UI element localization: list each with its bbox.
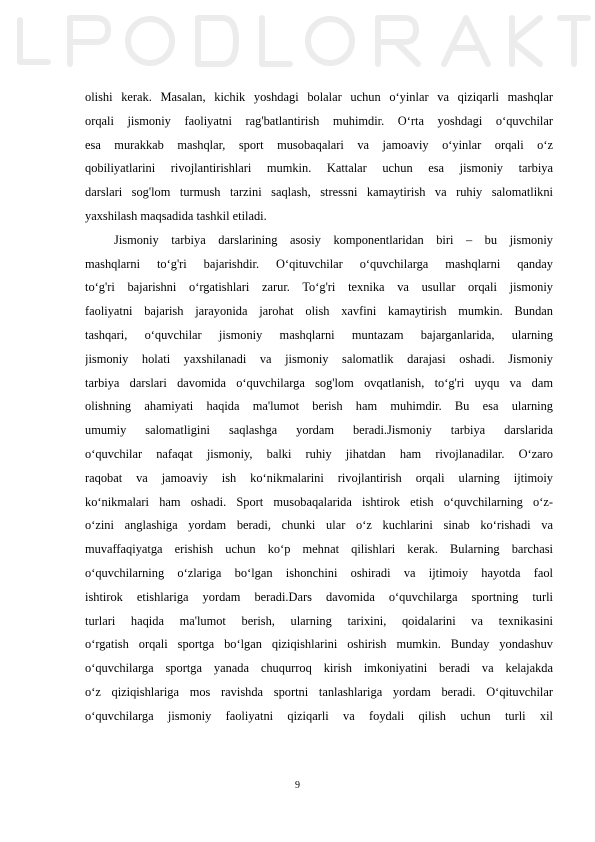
text-line: umumiy salomatligini saqlashga yordam beradi.Jismoniy tarbiya darslarida: [85, 423, 553, 438]
text-line: turlari haqida ma'lumot berish, ularning tarixini, qoidalarini va texnikasini: [85, 613, 553, 628]
text-line: raqobat va jamoaviy ish ko‘nikmalarini rivojlantirish orqali ularning ijtimoiy: [85, 470, 553, 485]
text-line: Jismoniy tarbiya darslarining asosiy komponentlaridan biri – bu jismoniy: [114, 232, 553, 247]
text-line: esa murakkab mashqlar, sport musobaqalari va jamoaviy o‘yinlar orqali o‘z: [85, 137, 553, 152]
text-line: yaxshilash maqsadida tashkil etiladi.: [85, 208, 267, 223]
text-line: o‘z qiziqishlariga mos ravishda sportni tanlashlariga yordam beradi. O‘qituvchilar: [85, 684, 553, 699]
text-line: tashqari, o‘quvchilar jismoniy mashqlarni muntazam bajarganlarida, ularning: [85, 327, 553, 342]
text-line: mashqlarni to‘g'ri bajarishdir. O‘qituvchilar o‘quvchilarga mashqlarni qanday: [85, 256, 553, 271]
text-line: ko‘nikmalari ham oshadi. Sport musobaqalarida ishtirok etish o‘quvchilarning o‘z-: [85, 494, 553, 509]
text-line: faoliyatni bajarish jarayonida jarohat olish xavfini kamaytirish mumkin. Bundan: [85, 304, 553, 319]
watermark-logo: [0, 0, 595, 90]
text-line: o‘quvchilarga sportga yanada chuqurroq kirish imkoniyatini beradi va kelajakda: [85, 661, 553, 676]
text-line: muvaffaqiyatga erishish uchun ko‘p mehnat qilishlari kerak. Bularning barchasi: [85, 542, 553, 557]
text-line: darslari sog'lom turmush tarzini saqlash, stressni kamaytirish va ruhiy salomatlikni: [85, 185, 553, 200]
text-line: tarbiya darslari davomida o‘quvchilarga sog'lom ovqatlanish, to‘g'ri uyqu va dam: [85, 375, 553, 390]
text-line: orqali jismoniy faoliyatni rag'batlantirish muhimdir. O‘rta yoshdagi o‘quvchilar: [85, 113, 553, 128]
text-line: o‘quvchilar nafaqat jismoniy, balki ruhiy jihatdan ham rivojlanadilar. O‘zaro: [85, 446, 553, 461]
text-line: olishi kerak. Masalan, kichik yoshdagi bolalar uchun o‘yinlar va qiziqarli mashqlar: [85, 90, 553, 104]
text-line: to‘g'ri bajarishni o‘rgatishlari zarur. To‘g'ri texnika va usullar orqali jismoniy: [85, 280, 553, 295]
text-line: olishning ahamiyati haqida ma'lumot berish ham muhimdir. Bu esa ularning: [85, 399, 553, 414]
body-text: [85, 86, 553, 729]
text-line: o‘zini anglashiga yordam beradi, chunki ular o‘z kuchlarini sinab ko‘rishadi va: [85, 518, 553, 533]
text-line: o‘rgatish orqali sportga bo‘lgan qiziqishlarini oshirish mumkin. Bunday yondashuv: [85, 637, 553, 652]
text-line: o‘quvchilarning o‘zlariga bo‘lgan ishonchini oshiradi va ijtimoiy hayotda faol: [85, 565, 553, 580]
text-line: o‘quvchilarga jismoniy faoliyatni qiziqarli va foydali qilish uchun turli xil: [85, 708, 553, 723]
text-line: jismoniy holati yaxshilanadi va jismoniy salomatlik darajasi oshadi. Jismoniy: [85, 351, 553, 366]
text-line: ishtirok etishlariga yordam beradi.Dars davomida o‘quvchilarga sportning turli: [85, 589, 553, 604]
page-number: 9: [295, 780, 300, 791]
text-line: qobiliyatlarini rivojlantirishlari mumkin. Kattalar uchun esa jismoniy tarbiya: [85, 161, 553, 176]
